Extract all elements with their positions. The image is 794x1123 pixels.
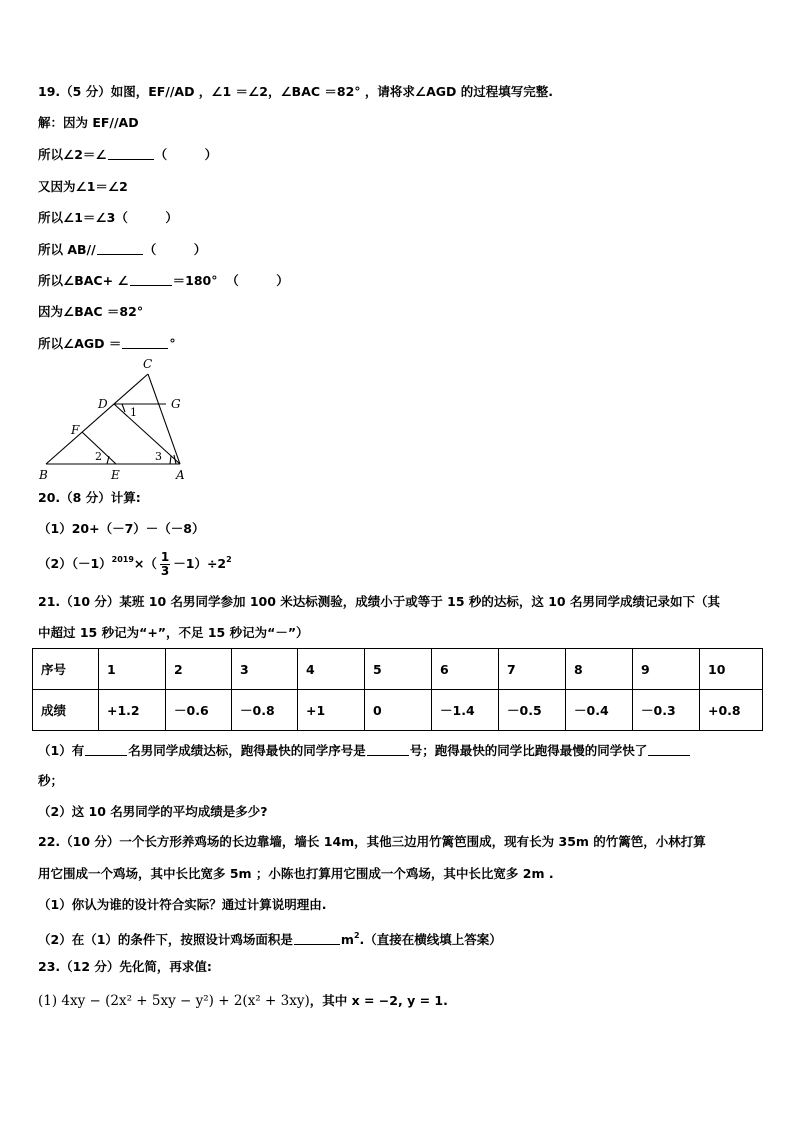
table-cell: +1 (298, 690, 365, 731)
label-g: G (171, 397, 181, 411)
table-cell: －1.4 (432, 690, 499, 731)
angle-mark-3 (170, 456, 171, 464)
table-cell: 7 (499, 649, 566, 690)
angle-label-3: 3 (155, 450, 162, 463)
table-cell: 0 (365, 690, 432, 731)
fraction-one-third: $\frac{1}{3}$ (160, 550, 170, 578)
label-b: B (39, 468, 48, 482)
q19-step-2: 又因为∠1＝∠2 (38, 179, 128, 194)
q21-stem-line-1: 21.（10 分）某班 10 名男同学参加 100 米达标测验，成绩小于或等于 15 秒的达标，这 10 名男同学成绩记录如下（其 (38, 594, 720, 609)
answer-blank[interactable] (648, 743, 690, 756)
label-e: E (111, 468, 120, 482)
q19-step-6: 因为∠BAC ＝82° (38, 304, 144, 319)
q23-stem: 23.（12 分）先化简，再求值: (38, 959, 212, 974)
q22-part-2: （2）在（1）的条件下，按照设计鸡场面积是 $m^2$.（直接在横线填上答案） (38, 931, 502, 947)
table-cell: 9 (633, 649, 700, 690)
answer-blank[interactable] (85, 743, 127, 756)
table-cell: －0.3 (633, 690, 700, 731)
table-cell: 8 (566, 649, 633, 690)
table-cell: 10 (700, 649, 763, 690)
q21-part-1: （1）有 名男同学成绩达标，跑得最快的同学序号是 号；跑得最快的同学比跑得最慢的同学快了 (38, 743, 691, 759)
segment-ca (148, 374, 180, 464)
triangle-figure (30, 352, 200, 488)
answer-blank[interactable] (130, 273, 172, 286)
table-cell: －0.4 (566, 690, 633, 731)
table-cell: －0.5 (499, 690, 566, 731)
answer-blank[interactable] (367, 743, 409, 756)
score-table (32, 648, 763, 731)
q23-expression: (1) 4xy − (2x² + 5xy − y²) + 2(x² + 3xy)，其中 x = −2, y = 1. (38, 993, 448, 1009)
table-cell: －0.6 (166, 690, 232, 731)
label-c: C (143, 357, 153, 371)
q19-step-5: 所以∠BAC+ ∠ ＝180° （ ） (38, 273, 289, 288)
answer-blank[interactable] (97, 242, 143, 255)
q19-step-1: 所以∠2＝∠ （ ） (38, 147, 218, 162)
answer-blank[interactable] (294, 932, 340, 945)
q19-solution-start: 解：因为 EF//AD (38, 115, 139, 130)
q19-stem: 19.（5 分）如图，EF//AD ，∠1 ＝∠2，∠BAC ＝82° ，请将求∠AGD 的过程填写完整. (38, 84, 554, 99)
angle-mark-1 (122, 404, 125, 412)
q22-part-1: （1）你认为谁的设计符合实际？通过计算说明理由. (38, 897, 327, 912)
table-cell: +1.2 (99, 690, 166, 731)
table-cell: 成绩 (33, 690, 99, 731)
q19-step-3: 所以∠1＝∠3（ ） (38, 210, 178, 225)
label-a: A (176, 468, 185, 482)
q20-part-1: （1）20+（－7）－（－8） (38, 521, 205, 536)
q20-stem: 20.（8 分）计算: (38, 490, 141, 505)
table-cell: 序号 (33, 649, 99, 690)
table-cell: +0.8 (700, 690, 763, 731)
q19-step-7: 所以∠AGD ＝ ° (38, 336, 176, 351)
table-cell: －0.8 (232, 690, 298, 731)
answer-blank[interactable] (108, 147, 154, 160)
angle-label-2: 2 (95, 450, 102, 463)
q21-part-2: （2）这 10 名男同学的平均成绩是多少? (38, 804, 268, 819)
q20-part-2: $(2)(-1)^{2019}\times$（ $\frac{1}{3}$ $-1)\div 2^2$ (38, 550, 232, 578)
q22-stem-line-2: 用它围成一个鸡场，其中长比宽多 5m ；小陈也打算用它围成一个鸡场，其中长比宽多 2m . (38, 866, 554, 881)
table-cell: 4 (298, 649, 365, 690)
table-cell: 6 (432, 649, 499, 690)
answer-blank[interactable] (122, 336, 168, 349)
q21-part-1-cont: 秒； (38, 773, 64, 788)
q22-stem-line-1: 22.（10 分）一个长方形养鸡场的长边靠墙，墙长 14m，其他三边用竹篱笆围成，现有长为 35m 的竹篱笆，小林打算 (38, 834, 706, 849)
table-cell: 5 (365, 649, 432, 690)
q21-stem-line-2: 中超过 15 秒记为“+”，不足 15 秒记为“－”） (38, 625, 309, 640)
table-row (33, 690, 763, 731)
label-d: D (98, 397, 108, 411)
label-f: F (71, 423, 80, 437)
table-cell: 1 (99, 649, 166, 690)
table-cell: 2 (166, 649, 232, 690)
table-cell: 3 (232, 649, 298, 690)
angle-label-1: 1 (130, 406, 137, 419)
segment-da (114, 404, 180, 464)
q19-step-4: 所以 AB// （ ） (38, 242, 207, 257)
table-row (33, 649, 763, 690)
